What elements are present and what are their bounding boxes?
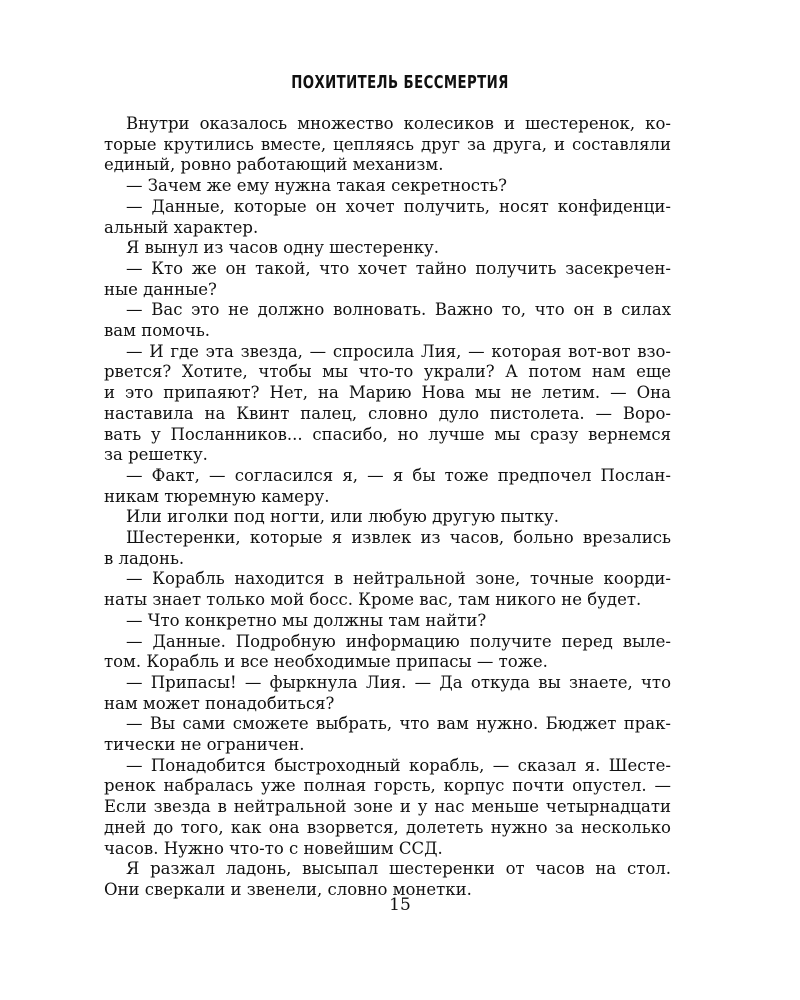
text-line: никам тюремную камеру. [104,486,330,506]
text-line: в ладонь. [104,548,185,568]
text-line: — Корабль находится в нейтральной зоне, точные коорди- [126,569,671,589]
text-line: наставила на Квинт палец, словно дуло пистолета. — Воро- [104,403,671,423]
text-line: Они сверкали и звенели, словно монетки. [104,879,472,899]
text-line: ные данные? [104,279,217,299]
text-line: том. Корабль и все необходимые припасы — тоже. [104,652,548,672]
text-line: торые крутились вместе, цепляясь друг за друга, и составляли [104,134,671,154]
text-line: Если звезда в нейтральной зоне и у нас меньше четырнадцати [104,797,671,817]
text-line: нам может понадобиться? [104,693,335,713]
text-line: — Что конкретно мы должны там найти? [126,610,487,630]
text-line: — Зачем же ему нужна такая секретность? [126,176,507,196]
text-line: вать у Посланников... спасибо, но лучше мы сразу вернемся [104,424,671,444]
text-line: — Вас это не должно волновать. Важно то, что он в силах [126,300,671,320]
text-line: дней до того, как она взорвется, долететь нужно за несколько [104,817,671,837]
text-line: вам помочь. [104,321,211,340]
text-line: рвется? Хотите, чтобы мы что-то украли? А потом нам еще [104,362,671,382]
text-line: — Припасы! — фыркнула Лия. — Да откуда вы знаете, что [126,672,671,692]
text-line: и это припаяют? Нет, на Марию Нова мы не летим. — Она [104,383,671,403]
text-line: наты знает только мой босс. Кроме вас, там никого не будет. [104,590,642,610]
running-title: ПОХИТИТЕЛЬ БЕССМЕРТИЯ [291,72,509,93]
text-line: Или иголки под ногти, или любую другую пытку. [126,507,559,527]
text-line: за решетку. [104,445,208,465]
text-line: Шестеренки, которые я извлек из часов, больно врезались [126,528,671,547]
text-line: альный характер. [104,217,259,237]
text-line: — Данные, которые он хочет получить, носят конфиденци- [126,196,671,216]
text-line: — Понадобится быстроходный корабль, — сказал я. Шесте- [126,755,671,775]
text-line: — И где эта звезда, — спросила Лия, — которая вот-вот взо- [126,341,671,361]
text-line: часов. Нужно что-то с новейшим ССД. [104,838,443,858]
text-line: Я вынул из часов одну шестеренку. [126,238,439,258]
text-line: — Вы сами сможете выбрать, что вам нужно. Бюджет прак- [126,714,671,734]
text-line: тически не ограничен. [104,735,305,754]
text-line: Внутри оказалось множество колесиков и шестеренок, ко- [126,114,671,133]
text-line: — Данные. Подробную информацию получите перед выле- [126,631,671,651]
text-line: — Кто же он такой, что хочет тайно получить засекречен- [126,258,671,278]
text-line: ренок набралась уже полная горсть, корпус почти опустел. — [104,776,671,796]
text-line: единый, ровно работающий механизм. [104,155,444,175]
text-line: — Факт, — согласился я, — я бы тоже предпочел Послан- [126,465,671,485]
text-line: Я разжал ладонь, высыпал шестеренки от часов на стол. [126,859,671,879]
page-number: 15 [389,895,411,915]
